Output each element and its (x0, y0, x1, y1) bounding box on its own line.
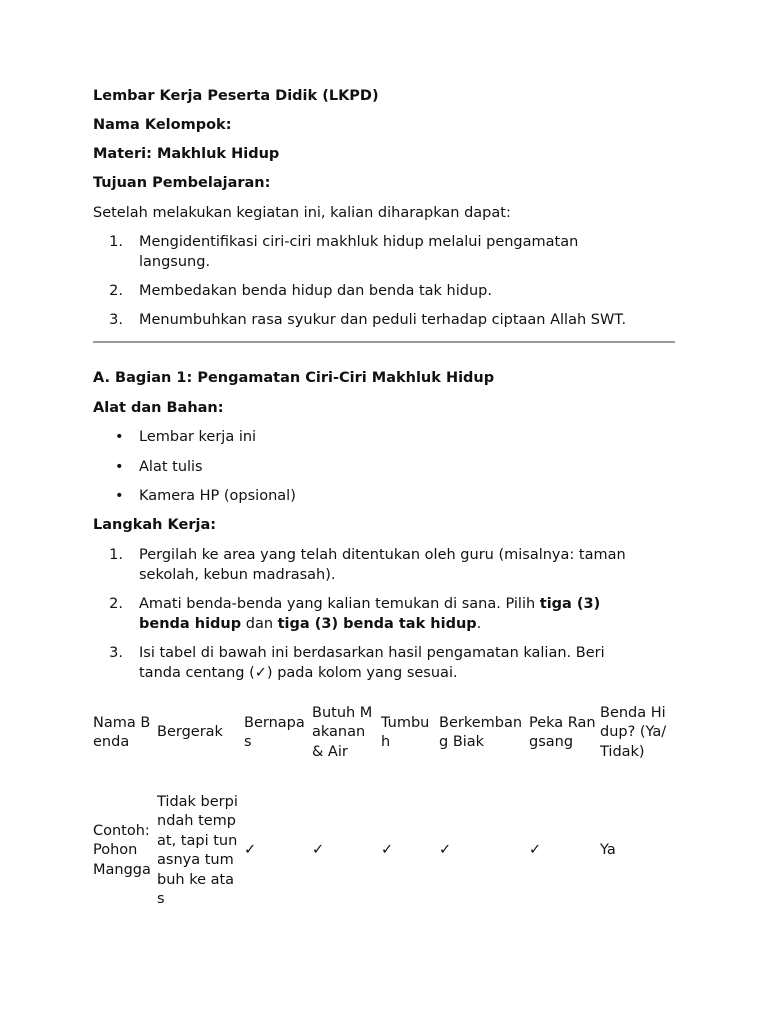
objectives-label: Tujuan Pembelajaran: (93, 175, 271, 191)
table-header-row (91, 690, 675, 776)
tools-label: Alat dan Bahan: (93, 400, 224, 416)
table-cell: Ya (600, 842, 616, 859)
section-a-heading: A. Bagian 1: Pengamatan Ciri-Ciri Makhluk Hidup (93, 370, 495, 386)
step-text: Amati benda-benda yang kalian temukan di sana. Pilih (139, 596, 540, 612)
list-number: 1. (109, 234, 123, 250)
check-mark-icon: ✓ (529, 842, 542, 859)
check-mark-icon: ✓ (312, 842, 325, 859)
column-header: Tumbuh (381, 714, 430, 750)
column-header: Berkembang Biak (439, 714, 523, 750)
column-header: Benda Hidup? (Ya/Tidak) (600, 704, 667, 760)
column-header: Peka Rangsang (529, 714, 596, 750)
list-item-text: Menumbuhkan rasa syukur dan peduli terhadap ciptaan Allah SWT. (139, 312, 627, 328)
check-mark-icon: ✓ (381, 842, 394, 859)
list-item-text: Kamera HP (opsional) (139, 488, 296, 504)
list-number: 1. (109, 547, 123, 563)
steps-label: Langkah Kerja: (93, 517, 217, 533)
material-label: Materi: Makhluk Hidup (93, 146, 280, 162)
bullet-icon: • (115, 429, 124, 445)
check-mark-icon: ✓ (244, 842, 257, 859)
bullet-icon: • (115, 459, 124, 475)
step-emphasis-living: tiga (3) benda hidup (139, 596, 601, 632)
step-text: . (476, 616, 482, 632)
list-number: 2. (109, 596, 123, 612)
list-item-text: Pergilah ke area yang telah ditentukan oleh guru (misalnya: taman sekolah, kebun madrasah). (139, 547, 626, 583)
list-number: 3. (109, 645, 123, 661)
intro-text: Setelah melakukan kegiatan ini, kalian diharapkan dapat: (93, 205, 511, 221)
step-text: dan (241, 616, 278, 632)
table-cell: Contoh: Pohon Mangga (93, 822, 151, 878)
list-item-text (139, 594, 639, 634)
table-cell: Tidak berpindah tempat, tapi tunasnya tumbuh ke atas (157, 793, 238, 907)
list-item-text: Membedakan benda hidup dan benda tak hidup. (139, 283, 492, 299)
column-header: Bernapas (244, 714, 305, 750)
list-item-text: Mengidentifikasi ciri-ciri makhluk hidup melalui pengamatan langsung. (139, 234, 579, 270)
list-number: 2. (109, 283, 123, 299)
check-mark-icon: ✓ (439, 842, 452, 859)
step-emphasis-nonliving: tiga (3) benda tak hidup (277, 616, 477, 632)
column-header: Butuh Makanan & Air (312, 704, 373, 760)
list-item-text: Lembar kerja ini (139, 429, 257, 445)
bullet-icon: • (115, 488, 124, 504)
list-number: 3. (109, 312, 123, 328)
column-header: Nama Benda (93, 714, 151, 750)
horizontal-divider (93, 341, 675, 343)
worksheet-title: Lembar Kerja Peserta Didik (LKPD) (93, 88, 379, 104)
list-item-text: Alat tulis (139, 459, 203, 475)
list-item-text: Isi tabel di bawah ini berdasarkan hasil pengamatan kalian. Beri tanda centang (✓) pada kolom yang sesuai. (139, 645, 605, 681)
table-row (91, 776, 675, 926)
group-name-label: Nama Kelompok: (93, 117, 232, 133)
observation-table (91, 690, 675, 926)
column-header: Bergerak (157, 724, 223, 741)
